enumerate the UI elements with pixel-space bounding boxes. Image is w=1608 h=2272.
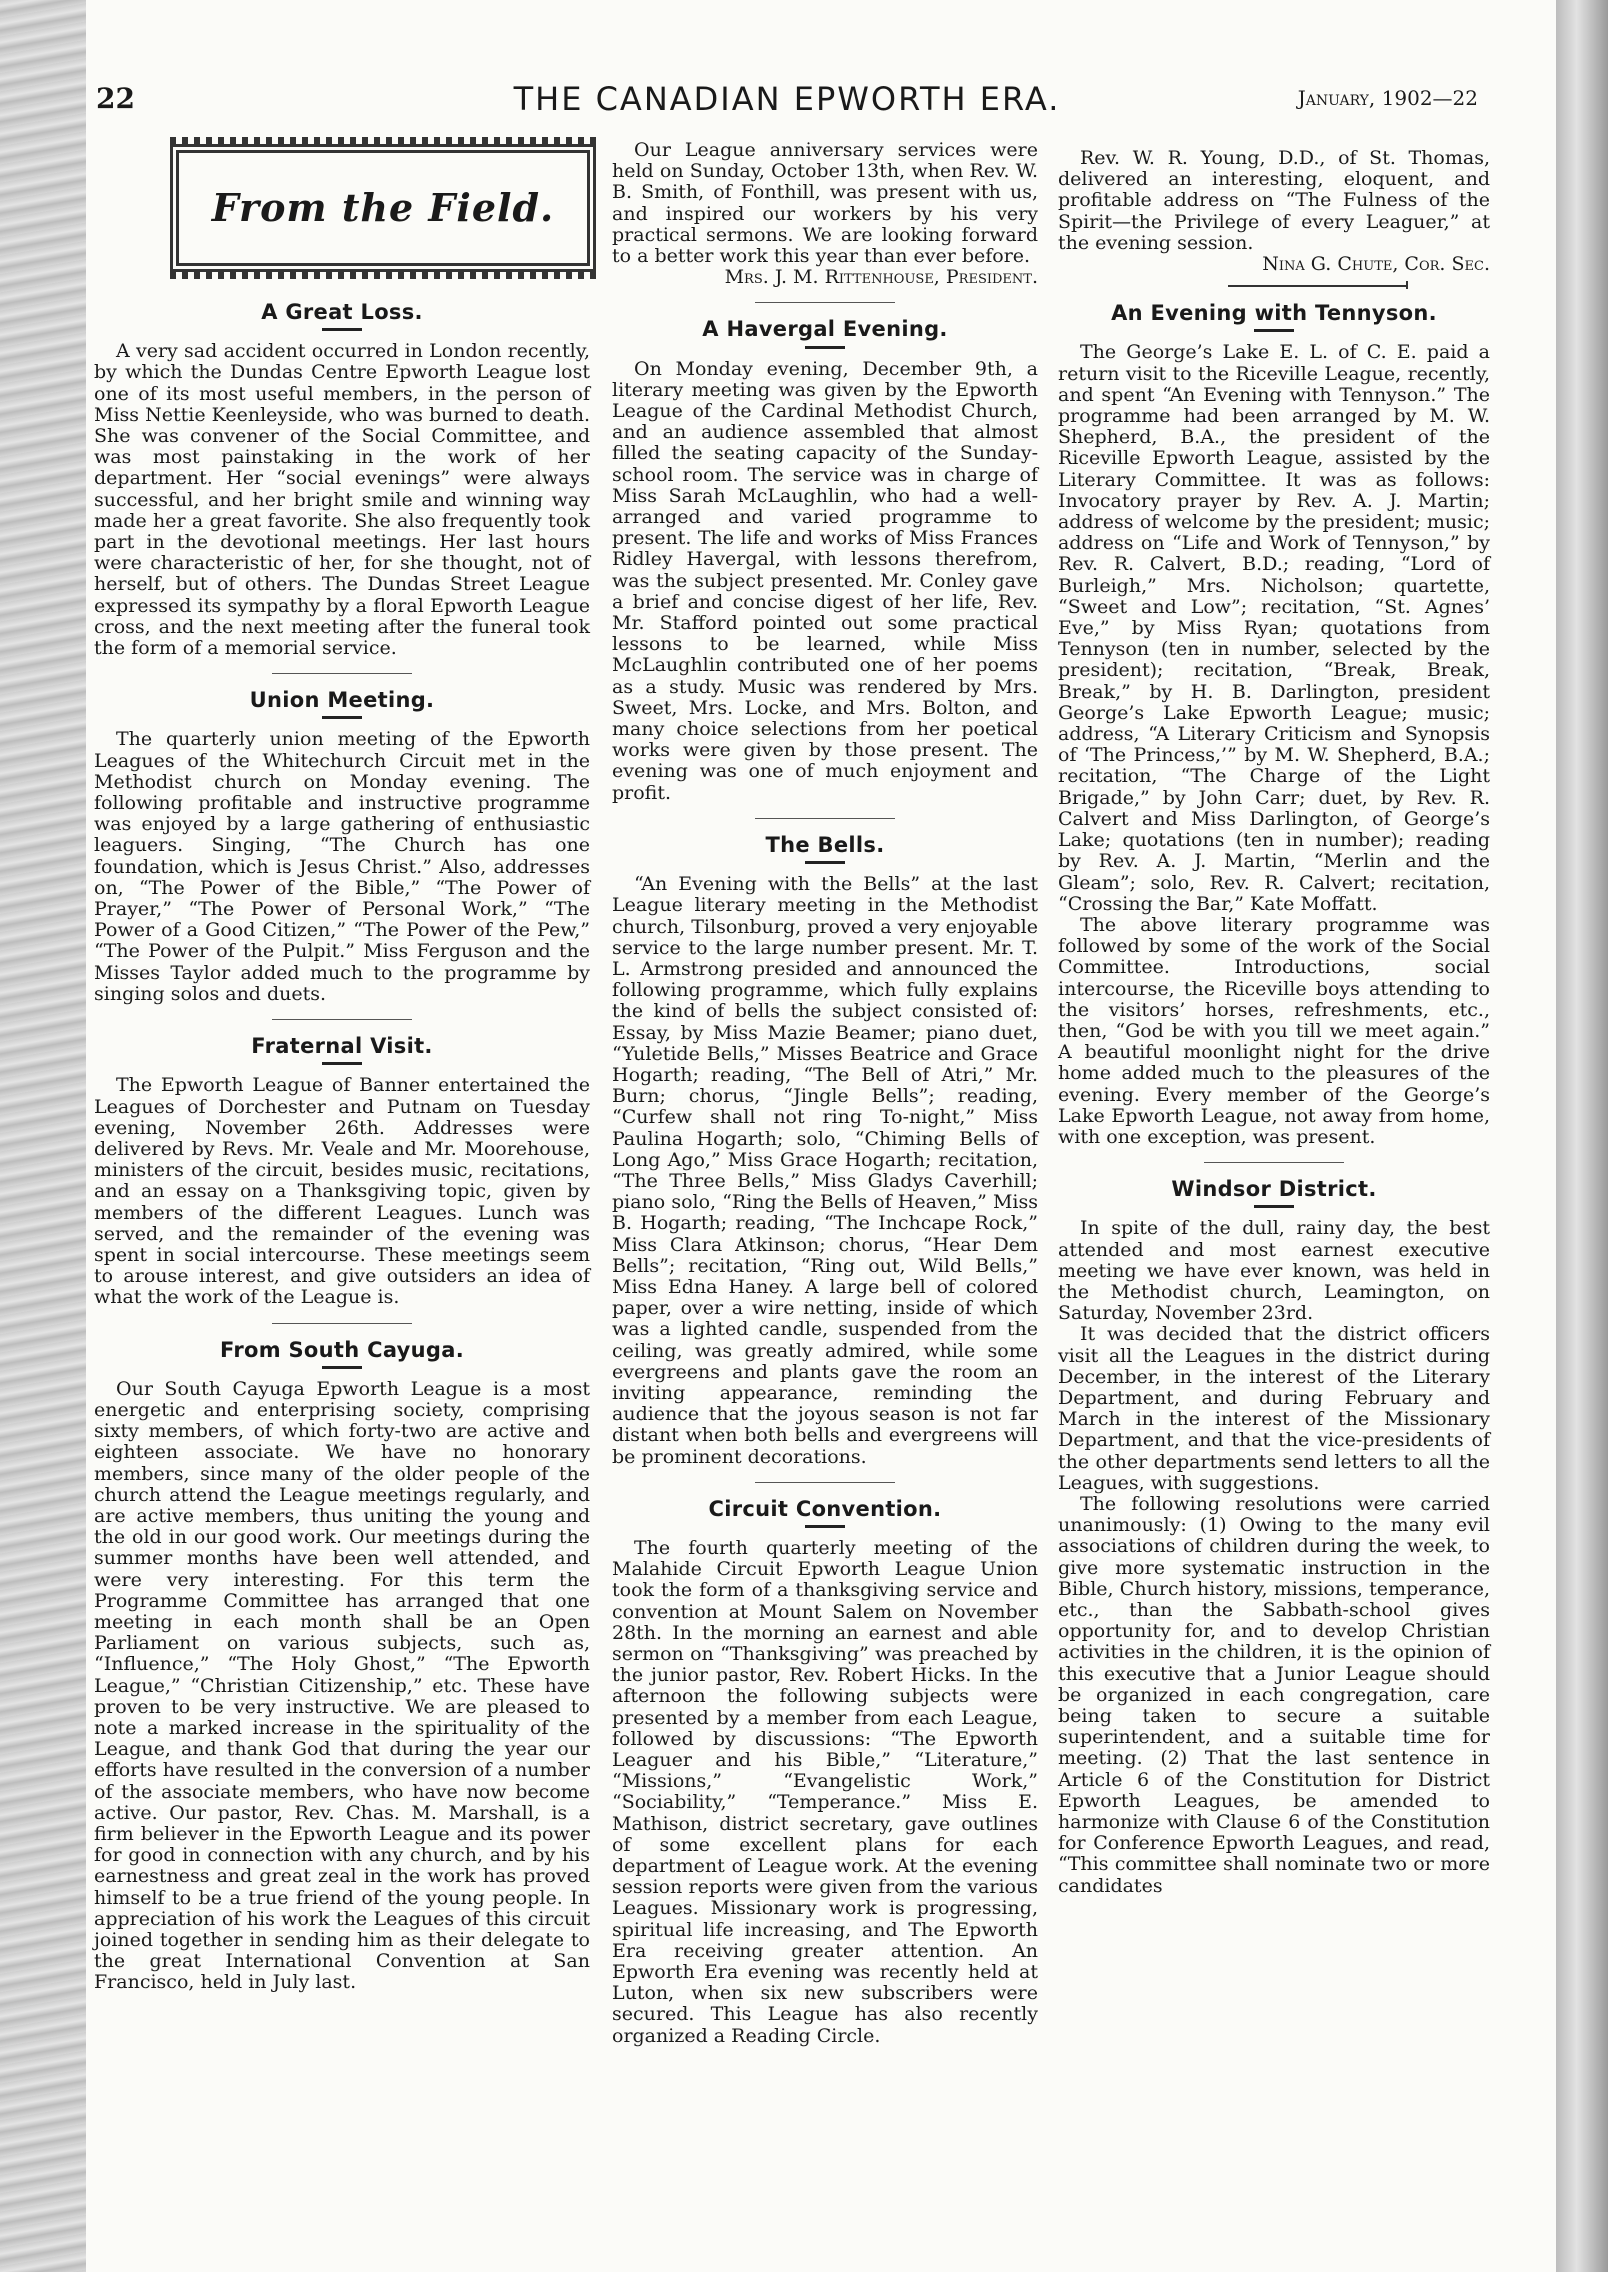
divider <box>755 302 895 303</box>
article-body-windsor: In spite of the dull, rainy day, the best attended and most earnest executive meeting we have ever known, was held in the Methodist church, Leamington, on Saturday, November 23rd. <box>1058 1217 1490 1325</box>
article-body-windsor-2: It was decided that the district officers visit all the Leagues in the district during December, in the interest of the Literary Department, and during February and March in the interest of the Missionary Department, and that the vice-presidents of the other departments send letters to all the Leagues, with suggestions. <box>1058 1323 1490 1494</box>
article-body-fraternal-visit: The Epworth League of Banner entertained the Leagues of Dorchester and Putnam on Tuesday evening, November 26th. Addresses were delivered by Revs. Mr. Veale and Mr. Moorehouse, ministers of the circuit, besides music, recitations, and an essay on a Thanksgiving topic, given by members of the different Leagues. Lunch was served, and the remainder of the evening was spent in social intercourse. These meetings seem to arouse interest, and give outsiders an idea of what the work of the League is. <box>94 1074 590 1309</box>
page-header <box>96 82 1478 122</box>
article-body-circuit-convention: The fourth quarterly meeting of the Malahide Circuit Epworth League Union took the form of a thanksgiving service and convention at Mount Salem on November 28th. In the morning an earnest and able sermon on “Thanksgiving” was preached by the junior pastor, Rev. Robert Hicks. In the afternoon the following subjects were presented by a member from each League, followed by discussions: “The Epworth Leaguer and his Bible,” “Literature,” “Missions,” “Evangelistic Work,” “Sociability,” “Temperance.” Miss E. Mathison, district secretary, gave outlines of some excellent plans for each department of League work. At the evening session reports were given from the various Leagues. Missionary work is progressing, spiritual life increasing, and The Epworth Era receiving greater attention. An Epworth Era evening was recently held at Luton, when six new subscribers were secured. This League has also recently organized a Reading Circle. <box>612 1536 1038 2047</box>
divider <box>755 818 895 819</box>
article-body-south-cayuga: Our South Cayuga Epworth League is a most energetic and enterprising society, comprising sixty members, of which forty-two are active and eighteen associate. We have no honorary members, since many of the older people of the church attend the League meetings regularly, and are active members, thus uniting the young and the old in our good work. Our meetings during the summer months have been well attended, and were very interesting. For this term the Programme Committee has arranged that one meeting in each month shall be an Open Parliament on various subjects, such as, “Influence,” “The Holy Ghost,” “The Epworth League,” “Christian Citizenship,” etc. These have proven to be very instructive. We are pleased to note a marked increase in the spirituality of the League, and thank God that during the year our efforts have resulted in the conversion of a number of the associate members, who have now become active. Our pastor, Rev. Chas. M. Marshall, is a firm believer in the Epworth League and its power for good in connection with any church, and by his earnestness and great zeal in the work has proved himself to be a true friend of the young people. In appreciation of his work the Leagues of this circuit joined together in sending him as their delegate to the great International Convention at San Francisco, held in July last. <box>94 1377 590 1994</box>
column-2 <box>612 139 1038 2047</box>
article-body-tennyson-2: The above literary programme was followed by some of the work of the Social Committee. Introductions, social intercourse, the Riceville boys attending to the visitors’ horses, refreshments, etc., then, “God be with you till we meet again.” A beautiful moonlight night for the drive home added much to the pleasures of the evening. Every member of the George’s Lake Epworth League, not away from home, with one exception, was present. <box>1058 913 1490 1148</box>
article-signature-circuit-convention: Nina G. Chute, Cor. Sec. <box>1262 253 1490 276</box>
article-body-south-cayuga-cont: Our League anniversary services were held on Sunday, October 13th, when Rev. W. B. Smith, of Fonthill, was present with us, and inspired our workers by his very practical sermons. We are looking forward to a better work this year than ever before. <box>612 139 1038 268</box>
article-body-bells: “An Evening with the Bells” at the last League literary meeting in the Methodist church, Tilsonburg, proved a very enjoyable service to the large number present. Mr. T. L. Armstrong presided and announced the following programme, which fully explains the kind of bells the subject consisted of: Essay, by Miss Mazie Beamer; piano duet, “Yuletide Bells,” Misses Beatrice and Grace Hogarth; reading, “The Bell of Atri,” Mr. Burn; chorus, “Jingle Bells”; reading, “Curfew shall not ring To-night,” Miss Paulina Hogarth; solo, “Chiming Bells of Long Ago,” Miss Grace Hogarth; recitation, “The Three Bells,” Miss Gladys Caverhill; piano solo, “Ring the Bells of Heaven,” Miss B. Hogarth; reading, “The Inchcape Rock,” Miss Clara Atkinson; chorus, “Hear Dem Bells”; recitation, “Ring out, Wild Bells,” Miss Edna Haney. A large bell of colored paper, over a wire netting, inside of which was a lighted candle, suspended from the ceiling, was greatly admired, while some evergreens and plants gave the room an inviting appearance, reminding the audience that the joyous season is not far distant when both bells and evergreens will be prominent decorations. <box>612 873 1038 1468</box>
divider <box>272 673 412 674</box>
divider <box>755 1482 895 1483</box>
article-body-great-loss: A very sad accident occurred in London recently, by which the Dundas Centre Epworth League lost one of its most useful members, in the person of Miss Nettie Keenleyside, who was burned to death. She was convener of the Social Committee, and was most painstaking in the work of her department. Her “social evenings” were always successful, and her bright smile and winning way made her a great favorite. She also frequently took part in the devotional meetings. Her last hours were characteristic of her, for she thought, not of herself, but of others. The Dundas Street League expressed its sympathy by a floral Epworth League cross, and the next meeting after the funeral took the form of a memorial service. <box>94 340 590 660</box>
section-banner <box>170 144 596 272</box>
issue-date: January, 1902—22 <box>1297 86 1478 110</box>
page-edge-left <box>0 0 86 2272</box>
article-body-union-meeting: The quarterly union meeting of the Epworth Leagues of the Whitechurch Circuit met in the Methodist church on Monday evening. The following profitable and instructive programme was enjoyed by a large gathering of enthusiastic leaguers. Singing, “The Church has one foundation, which is Jesus Christ.” Also, addresses on, “The Power of the Bible,” “The Power of Prayer,” “The Power of Personal Work,” “The Power of a Good Citizen,” “The Power of the Pew,” “The Power of the Pulpit.” Miss Ferguson and the Misses Taylor added much to the programme by singing solos and duets. <box>94 728 590 1005</box>
article-body-havergal: On Monday evening, December 9th, a literary meeting was given by the Epworth League of the Cardinal Methodist Church, and an audience assembled that almost filled the seating capacity of the Sunday-school room. The service was in charge of Miss Sarah McLaughlin, who had a well-arranged and varied programme to present. The life and works of Miss Frances Ridley Havergal, with lessons therefrom, was the subject presented. Mr. Conley gave a brief and concise digest of her life, Rev. Mr. Stafford pointed out some practical lessons to be learned, while Miss McLaughlin contributed one of her poems as a study. Music was rendered by Mrs. Sweet, Mrs. Locke, and Mrs. Bolton, and many choice selections from her poetical works were given by those present. The evening was one of much enjoyment and profit. <box>612 357 1038 804</box>
article-title-tennyson: An Evening with Tennyson. <box>1058 303 1490 324</box>
publication-title: THE CANADIAN EPWORTH ERA. <box>513 80 1061 118</box>
article-body-tennyson: The George’s Lake E. L. of C. E. paid a return visit to the Riceville League, recently, and spent “An Evening with Tennyson.” The programme had been arranged by M. W. Shepherd, B.A., the president of the Riceville Epworth League, assisted by the Literary Committee. It was as follows: Invocatory prayer by Rev. A. J. Martin; address of welcome by the president; music; address on “Life and Work of Tennyson,” by Rev. R. Calvert, B.D.; reading, “Lord of Burleigh,” Mrs. Nicholson; quartette, “Sweet and Low”; recitation, “St. Agnes’ Eve,” by Miss Ryan; quotations from Tennyson (ten in number, selected by the president); recitation, “Break, Break, Break,” by H. B. Darlington, president George’s Lake Epworth League; music; address, “A Literary Criticism and Synopsis of ‘The Princess,’” by M. W. Shepherd, B.A.; recitation, “The Charge of the Light Brigade,” by John Carr; duet, by Rev. R. Calvert and Miss Darlington, of George’s Lake; quotations (ten in number); reading by Rev. A. J. Martin, “Merlin and the Gleam”; solo, Rev. R. Calvert; recitation, “Crossing the Bar,” Kate Moffatt. <box>1058 341 1490 915</box>
article-title-great-loss: A Great Loss. <box>94 302 590 323</box>
article-body-windsor-3: The following resolutions were carried unanimously: (1) Owing to the many evil associations of children during the week, to give more systematic instruction in the Bible, Church history, missions, temperance, etc., than the Sabbath-school gives opportunity for, and to develop Christian activities in the children, it is the opinion of this executive that a Junior League should be organized in each congregation, care being taken to secure a suitable superintendent, and a suitable time for meeting. (2) That the last sentence in Article 6 of the Constitution for District Epworth Leagues, be amended to harmonize with Clause 6 of the Constitution for Conference Epworth Leagues, and read, “This committee shall nominate two or more candidates <box>1058 1492 1490 1897</box>
end-mark <box>1228 285 1408 287</box>
column-3 <box>1058 148 1490 1897</box>
column-1 <box>94 140 590 1994</box>
article-title-bells: The Bells. <box>612 835 1038 856</box>
article-title-havergal: A Havergal Evening. <box>612 319 1038 340</box>
article-body-circuit-convention-cont: Rev. W. R. Young, D.D., of St. Thomas, delivered an interesting, eloquent, and profitable address on “The Fulness of the Spirit—the Privilege of every Leaguer,” at the evening session. <box>1058 147 1490 254</box>
article-title-south-cayuga: From South Cayuga. <box>94 1340 590 1361</box>
divider <box>1204 1162 1344 1163</box>
article-title-union-meeting: Union Meeting. <box>94 690 590 711</box>
divider <box>272 1019 412 1020</box>
article-signature-south-cayuga: Mrs. J. M. Rittenhouse, President. <box>724 266 1038 289</box>
divider <box>272 1323 412 1324</box>
article-title-circuit-convention: Circuit Convention. <box>612 1499 1038 1520</box>
article-title-windsor: Windsor District. <box>1058 1179 1490 1200</box>
banner-text: From the Field. <box>211 185 555 231</box>
page-edge-right <box>1556 0 1608 2272</box>
article-title-fraternal-visit: Fraternal Visit. <box>94 1036 590 1057</box>
page-number: 22 <box>96 82 135 115</box>
